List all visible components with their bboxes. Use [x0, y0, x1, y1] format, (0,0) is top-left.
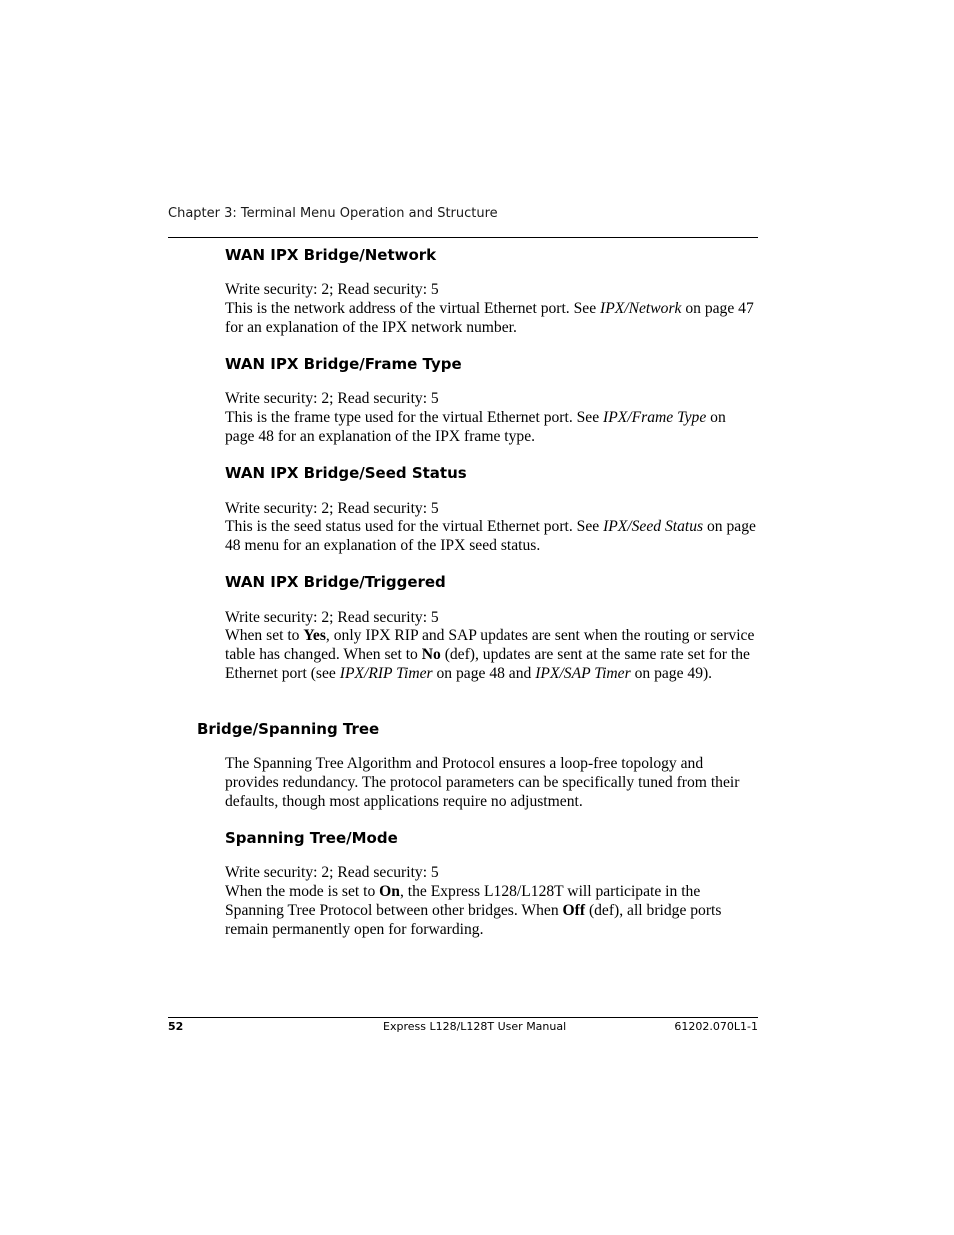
emphasis-off: Off: [562, 902, 586, 919]
paragraph-text: , the Express L128/L128T will participate in the Spanning Tree Protocol between other bridges. When: [225, 883, 701, 919]
emphasis-yes: Yes: [303, 627, 326, 644]
heading-bridge-spanning-tree: Bridge/Spanning Tree: [197, 720, 380, 738]
cross-reference: IPX/Seed Status: [603, 518, 704, 535]
paragraph-text: When the mode is set to: [225, 883, 380, 900]
header-rule: [168, 237, 758, 238]
security-line-network: Write security: 2; Read security: 5: [225, 281, 439, 298]
page-number: 52: [168, 1020, 184, 1033]
paragraph-text: on page 48 menu for an explanation of the IPX seed status.: [225, 518, 756, 554]
heading-spanning-tree-mode: Spanning Tree/Mode: [225, 829, 398, 847]
running-header: Chapter 3: Terminal Menu Operation and Structure: [168, 206, 498, 221]
emphasis-no: No: [421, 646, 441, 663]
paragraph-text: on page 49).: [630, 665, 713, 682]
paragraph-triggered: [225, 626, 758, 683]
emphasis-on: On: [379, 883, 400, 900]
cross-reference: IPX/Frame Type: [603, 409, 707, 426]
paragraph-mode: [225, 882, 758, 939]
paragraph-text: (def), all bridge ports remain permanently open for forwarding.: [225, 902, 722, 938]
document-number: 61202.070L1-1: [674, 1020, 758, 1033]
paragraph-network: [225, 299, 758, 337]
paragraph-text: (def), updates are sent at the same rate set for the Ethernet port (see: [225, 646, 750, 682]
paragraph-text: on page 48 and: [432, 665, 536, 682]
paragraph-text: , only IPX RIP and SAP updates are sent when the routing or service table has changed. When set to: [225, 627, 755, 663]
paragraph-spanning-tree: The Spanning Tree Algorithm and Protocol ensures a loop-free topology and provides redundancy. The protocol parameters can be specifically tuned from their defaults, though most applications require no adjustment.: [225, 755, 740, 810]
footer-rule: [168, 1017, 758, 1018]
security-line-seed-status: Write security: 2; Read security: 5: [225, 500, 439, 517]
security-line-frame-type: Write security: 2; Read security: 5: [225, 390, 439, 407]
heading-wan-ipx-bridge-frame-type: WAN IPX Bridge/Frame Type: [225, 355, 462, 373]
cross-reference: IPX/Network: [600, 300, 682, 317]
heading-wan-ipx-bridge-seed-status: WAN IPX Bridge/Seed Status: [225, 464, 467, 482]
security-line-mode: Write security: 2; Read security: 5: [225, 864, 439, 881]
paragraph-text: on page 47 for an explanation of the IPX network number.: [225, 300, 754, 336]
paragraph-text: This is the seed status used for the virtual Ethernet port. See: [225, 518, 604, 535]
security-line-triggered: Write security: 2; Read security: 5: [225, 609, 439, 626]
paragraph-text: This is the network address of the virtual Ethernet port. See: [225, 300, 601, 317]
cross-reference: IPX/SAP Timer: [535, 665, 631, 682]
paragraph-text: When set to: [225, 627, 304, 644]
paragraph-seed-status: [225, 517, 758, 555]
paragraph-text: on page 48 for an explanation of the IPX frame type.: [225, 409, 726, 445]
heading-wan-ipx-bridge-network: WAN IPX Bridge/Network: [225, 246, 437, 264]
manual-title: Express L128/L128T User Manual: [383, 1020, 567, 1033]
paragraph-frame-type: [225, 408, 758, 446]
cross-reference: IPX/RIP Timer: [339, 665, 433, 682]
paragraph-text: This is the frame type used for the virtual Ethernet port. See: [225, 409, 604, 426]
heading-wan-ipx-bridge-triggered: WAN IPX Bridge/Triggered: [225, 573, 446, 591]
